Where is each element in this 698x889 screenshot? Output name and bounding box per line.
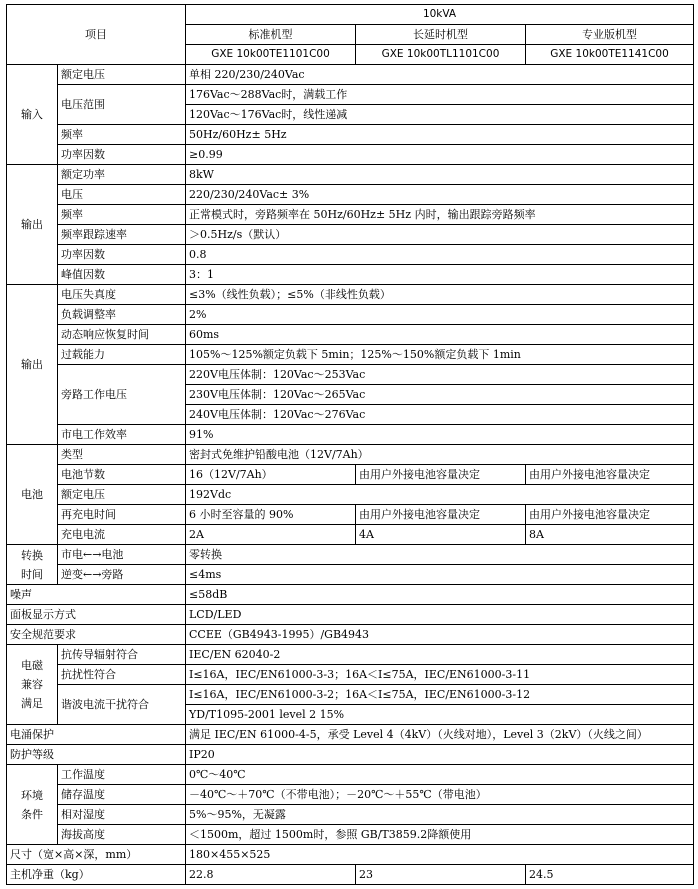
input-voltage-range-row — [7, 85, 694, 105]
model-professional: 专业版机型 — [526, 25, 694, 45]
output-thd-name: 电压失真度 — [58, 285, 186, 305]
battery-count-row — [7, 465, 694, 485]
emc-harmonics-line1: I≤16A，IEC/EN61000-3-2；16A＜I≤75A，IEC/EN61000-3-12 — [186, 685, 694, 705]
output-crest-factor-name: 峰值因数 — [58, 265, 186, 285]
output-power-factor-name: 功率因数 — [58, 245, 186, 265]
output-thd-row — [7, 285, 694, 305]
output-recovery-time-value: 60ms — [186, 325, 694, 345]
output-voltage-row — [7, 185, 694, 205]
output-recovery-time-row — [7, 325, 694, 345]
output-tracking-rate-name: 频率跟踪速率 — [58, 225, 186, 245]
battery-count-name: 电池节数 — [58, 465, 186, 485]
emc-immunity-row — [7, 665, 694, 685]
emc-harmonics-name: 谐波电流干扰符合 — [58, 685, 186, 725]
dimensions-row — [7, 845, 694, 865]
output-tracking-rate-value: ＞0.5Hz/s（默认） — [186, 225, 694, 245]
weight-standard: 22.8 — [186, 865, 356, 885]
output-crest-factor-row — [7, 265, 694, 285]
output-bypass-voltage-name: 旁路工作电压 — [58, 365, 186, 425]
output-frequency-row — [7, 205, 694, 225]
output-power-factor-row — [7, 245, 694, 265]
safety-name: 安全规范要求 — [7, 625, 186, 645]
battery-charge-current-long-backup: 4A — [356, 525, 526, 545]
battery-count-long-backup: 由用户外接电池容量决定 — [356, 465, 526, 485]
battery-type-name: 类型 — [58, 445, 186, 465]
display-name: 面板显示方式 — [7, 605, 186, 625]
env-humidity-name: 相对湿度 — [58, 805, 186, 825]
output-efficiency-name: 市电工作效率 — [58, 425, 186, 445]
code-professional: GXE 10k00TE1141C00 — [526, 45, 694, 65]
input-rated-voltage-value: 单相 220/230/240Vac — [186, 65, 694, 85]
battery-charge-current-standard: 2A — [186, 525, 356, 545]
emc-harmonics-line2: YD/T1095-2001 level 2 15% — [186, 705, 694, 725]
dimensions-name: 尺寸（宽×高×深，mm） — [7, 845, 186, 865]
output-voltage-name: 电压 — [58, 185, 186, 205]
battery-rated-voltage-row — [7, 485, 694, 505]
input-voltage-range-line2: 120Vac～176Vac时，线性递减 — [186, 105, 694, 125]
battery-recharge-time-standard: 6 小时至容量的 90% — [186, 505, 356, 525]
output-recovery-time-name: 动态响应恢复时间 — [58, 325, 186, 345]
weight-name: 主机净重（kg） — [7, 865, 186, 885]
transfer-label-line2: 时间 — [21, 567, 43, 581]
battery-recharge-time-long-backup: 由用户外接电池容量决定 — [356, 505, 526, 525]
battery-count-standard: 16（12V/7Ah） — [186, 465, 356, 485]
output-frequency-value: 正常模式时，旁路频率在 50Hz/60Hz± 5Hz 内时，输出跟踪旁路频率 — [186, 205, 694, 225]
env-operating-temp-name: 工作温度 — [58, 765, 186, 785]
environment-label — [7, 765, 58, 845]
environment-label-line2: 条件 — [21, 807, 43, 821]
env-storage-temp-name: 储存温度 — [58, 785, 186, 805]
battery-charge-current-professional: 8A — [526, 525, 694, 545]
display-row — [7, 605, 694, 625]
output-tracking-rate-row — [7, 225, 694, 245]
header-group: 10kVA — [186, 5, 694, 25]
input-voltage-range-name: 电压范围 — [58, 85, 186, 125]
output-bypass-voltage-row — [7, 365, 694, 385]
input-power-factor-name: 功率因数 — [58, 145, 186, 165]
env-altitude-name: 海拔高度 — [58, 825, 186, 845]
safety-value: CCEE（GB4943-1995）/GB4943 — [186, 625, 694, 645]
input-power-factor-row — [7, 145, 694, 165]
output-load-regulation-value: 2% — [186, 305, 694, 325]
emc-label-line3: 满足 — [21, 697, 43, 710]
env-operating-temp-row — [7, 765, 694, 785]
display-value: LCD/LED — [186, 605, 694, 625]
emc-emission-row — [7, 645, 694, 665]
battery-recharge-time-name: 再充电时间 — [58, 505, 186, 525]
battery-type-row — [7, 445, 694, 465]
battery-recharge-time-row — [7, 505, 694, 525]
environment-label-line1: 环境 — [21, 788, 43, 802]
protection-value: IP20 — [186, 745, 694, 765]
battery-count-professional: 由用户外接电池容量决定 — [526, 465, 694, 485]
output-voltage-value: 220/230/240Vac± 3% — [186, 185, 694, 205]
output2-label: 输出 — [7, 285, 58, 445]
output-bypass-voltage-line3: 240V电压体制：120Vac～276Vac — [186, 405, 694, 425]
input-frequency-name: 频率 — [58, 125, 186, 145]
input-voltage-range-line1: 176Vac～288Vac时，满载工作 — [186, 85, 694, 105]
output-overload-value: 105%～125%额定负载下 5min；125%～150%额定负载下 1min — [186, 345, 694, 365]
output-frequency-name: 频率 — [58, 205, 186, 225]
model-standard: 标准机型 — [186, 25, 356, 45]
header-row-group — [7, 5, 694, 25]
code-long-backup: GXE 10k00TL1101C00 — [356, 45, 526, 65]
output-efficiency-value: 91% — [186, 425, 694, 445]
emc-label-line1: 电磁 — [21, 659, 43, 672]
dimensions-value: 180×455×525 — [186, 845, 694, 865]
noise-value: ≤58dB — [186, 585, 694, 605]
input-frequency-row — [7, 125, 694, 145]
battery-charge-current-row — [7, 525, 694, 545]
input-rated-voltage-name: 额定电压 — [58, 65, 186, 85]
noise-row — [7, 585, 694, 605]
emc-emission-name: 抗传导辐射符合 — [58, 645, 186, 665]
transfer-inverter-bypass-value: ≤4ms — [186, 565, 694, 585]
output-rated-power-row — [7, 165, 694, 185]
transfer-mains-battery-value: 零转换 — [186, 545, 694, 565]
header-item: 项目 — [7, 5, 186, 65]
battery-rated-voltage-name: 额定电压 — [58, 485, 186, 505]
transfer-mains-battery-row — [7, 545, 694, 565]
protection-row — [7, 745, 694, 765]
output-power-factor-value: 0.8 — [186, 245, 694, 265]
emc-harmonics-row — [7, 685, 694, 705]
output-crest-factor-value: 3：1 — [186, 265, 694, 285]
battery-rated-voltage-value: 192Vdc — [186, 485, 694, 505]
model-long-backup: 长延时机型 — [356, 25, 526, 45]
env-humidity-row — [7, 805, 694, 825]
spec-table — [6, 4, 694, 885]
input-frequency-value: 50Hz/60Hz± 5Hz — [186, 125, 694, 145]
emc-label-line2: 兼容 — [21, 678, 43, 691]
env-humidity-value: 5%～95%，无凝露 — [186, 805, 694, 825]
input-power-factor-value: ≥0.99 — [186, 145, 694, 165]
env-storage-temp-row — [7, 785, 694, 805]
surge-name: 电涌保护 — [7, 725, 186, 745]
transfer-inverter-bypass-name: 逆变←→旁路 — [58, 565, 186, 585]
env-operating-temp-value: 0℃～40℃ — [186, 765, 694, 785]
output1-label: 输出 — [7, 165, 58, 285]
env-altitude-row — [7, 825, 694, 845]
output-overload-row — [7, 345, 694, 365]
noise-name: 噪声 — [7, 585, 186, 605]
output-load-regulation-row — [7, 305, 694, 325]
weight-row — [7, 865, 694, 885]
safety-row — [7, 625, 694, 645]
weight-long-backup: 23 — [356, 865, 526, 885]
input-label: 输入 — [7, 65, 58, 165]
battery-charge-current-name: 充电电流 — [58, 525, 186, 545]
emc-label — [7, 645, 58, 725]
output-efficiency-row — [7, 425, 694, 445]
emc-emission-value: IEC/EN 62040-2 — [186, 645, 694, 665]
output-rated-power-value: 8kW — [186, 165, 694, 185]
weight-professional: 24.5 — [526, 865, 694, 885]
output-thd-value: ≤3%（线性负载）；≤5%（非线性负载） — [186, 285, 694, 305]
code-standard: GXE 10k00TE1101C00 — [186, 45, 356, 65]
protection-name: 防护等级 — [7, 745, 186, 765]
battery-type-value: 密封式免维护铅酸电池（12V/7Ah） — [186, 445, 694, 465]
output-bypass-voltage-line1: 220V电压体制：120Vac～253Vac — [186, 365, 694, 385]
output-overload-name: 过载能力 — [58, 345, 186, 365]
surge-row — [7, 725, 694, 745]
output-rated-power-name: 额定功率 — [58, 165, 186, 185]
env-altitude-value: ＜1500m，超过 1500m时，参照 GB/T3859.2降额使用 — [186, 825, 694, 845]
output-bypass-voltage-line2: 230V电压体制：120Vac～265Vac — [186, 385, 694, 405]
transfer-inverter-bypass-row — [7, 565, 694, 585]
transfer-label — [7, 545, 58, 585]
input-rated-voltage-row — [7, 65, 694, 85]
battery-recharge-time-professional: 由用户外接电池容量决定 — [526, 505, 694, 525]
battery-label: 电池 — [7, 445, 58, 545]
surge-value: 满足 IEC/EN 61000-4-5，承受 Level 4（4kV）（火线对地），Level 3（2kV）（火线之间） — [186, 725, 694, 745]
emc-immunity-name: 抗扰性符合 — [58, 665, 186, 685]
transfer-mains-battery-name: 市电←→电池 — [58, 545, 186, 565]
output-load-regulation-name: 负载调整率 — [58, 305, 186, 325]
env-storage-temp-value: －40℃～＋70℃（不带电池）；－20℃～＋55℃（带电池） — [186, 785, 694, 805]
emc-immunity-value: I≤16A，IEC/EN61000-3-3；16A＜I≤75A，IEC/EN61000-3-11 — [186, 665, 694, 685]
transfer-label-line1: 转换 — [21, 548, 43, 562]
